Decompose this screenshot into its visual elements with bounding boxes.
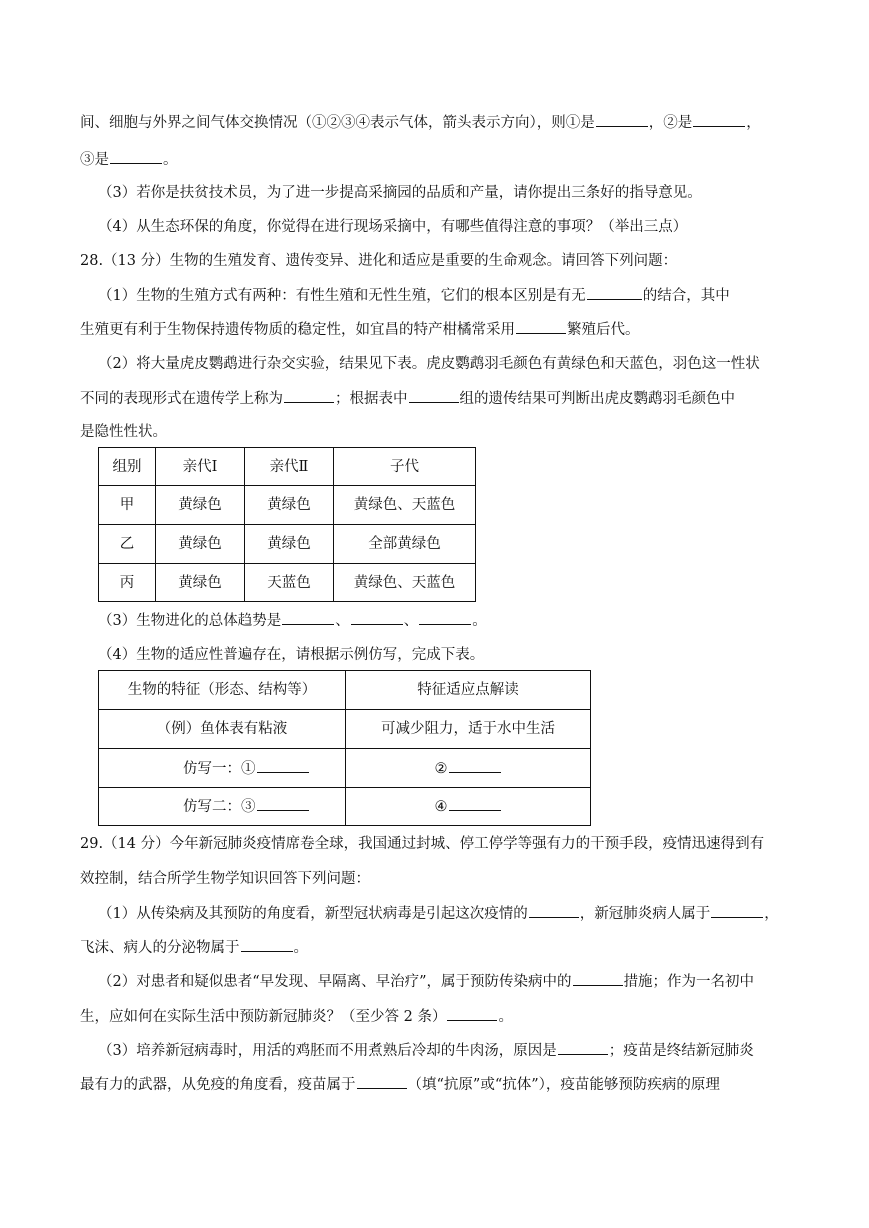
table-cell: 黄绿色 — [156, 564, 245, 602]
text-segment: ③是 — [80, 152, 109, 168]
fill-label: ④ — [434, 799, 448, 815]
text-segment: 、 — [335, 613, 350, 629]
table-header-cell: 亲代Ⅰ — [156, 448, 245, 486]
text-line — [80, 1006, 513, 1027]
text-segment: 飞沫、病人的分泌物属于 — [80, 940, 240, 956]
table-header-cell: 子代 — [334, 448, 476, 486]
table-header-cell: 组别 — [99, 448, 156, 486]
text-segment: 生，应如何在实际生活中预防新冠肺炎？（至少答 2 条） — [80, 1009, 447, 1025]
question-text: 是隐性性状。 — [80, 424, 167, 440]
text-segment: ；疫苗是终结新冠肺炎 — [608, 1043, 754, 1059]
answer-blank[interactable] — [357, 1074, 407, 1089]
answer-blank[interactable] — [449, 796, 501, 811]
cross-experiment-table — [98, 447, 476, 602]
answer-blank[interactable] — [351, 610, 403, 625]
answer-blank[interactable] — [419, 610, 471, 625]
text-segment: ， — [764, 906, 779, 922]
text-segment: 间、细胞与外界之间气体交换情况（①②③④表示气体，箭头表示方向），则①是 — [80, 115, 595, 131]
text-line — [80, 937, 308, 958]
answer-blank[interactable] — [284, 388, 334, 403]
table-cell: 丙 — [99, 564, 156, 602]
answer-blank[interactable] — [409, 388, 459, 403]
text-line — [80, 1074, 720, 1095]
answer-blank[interactable] — [516, 319, 566, 334]
table-cell — [99, 749, 346, 788]
answer-blank[interactable] — [573, 971, 623, 986]
table-cell: 黄绿色、天蓝色 — [334, 564, 476, 602]
text-line — [98, 971, 754, 992]
table-cell — [346, 749, 591, 788]
text-line — [98, 285, 730, 306]
table-header-row — [99, 671, 591, 710]
text-segment: ，新冠肺炎病人属于 — [579, 906, 711, 922]
text-segment: （1）从传染病及其预防的角度看，新型冠状病毒是引起这次疫情的 — [98, 906, 528, 922]
table-cell: 全部黄绿色 — [334, 525, 476, 564]
table-row — [99, 749, 591, 788]
text-segment: （1）生物的生殖方式有两种：有性生殖和无性生殖，它们的根本区别是有无 — [98, 288, 586, 304]
answer-blank[interactable] — [693, 112, 745, 127]
text-segment: ；根据表中 — [335, 391, 408, 407]
table-cell: 天蓝色 — [245, 564, 334, 602]
answer-blank[interactable] — [558, 1040, 608, 1055]
table-cell: 黄绿色 — [245, 486, 334, 525]
text-segment: 措施；作为一名初中 — [623, 974, 755, 990]
text-segment: 。 — [293, 940, 308, 956]
question-heading: 29.（14 分）今年新冠肺炎疫情席卷全球，我国通过封城、停工停学等强有力的干预手段，疫情迅速得到有 — [80, 836, 765, 852]
answer-blank[interactable] — [241, 937, 293, 952]
question-heading: 28.（13 分）生物的生殖发育、遗传变异、进化和适应是重要的生命观念。请回答下列问题： — [80, 253, 678, 269]
table-header-row — [99, 448, 476, 486]
text-segment: 。 — [163, 152, 178, 168]
table-cell: （例）鱼体表有粘液 — [99, 710, 346, 749]
text-segment: 生殖更有利于生物保持遗传物质的稳定性，如宜昌的特产柑橘常采用 — [80, 322, 515, 338]
text-segment: （填“抗原”或“抗体”），疫苗能够预防疾病的原理 — [407, 1077, 720, 1093]
table-cell: 黄绿色 — [156, 486, 245, 525]
answer-blank[interactable] — [587, 285, 642, 300]
text-segment: 最有力的武器，从免疫的角度看，疫苗属于 — [80, 1077, 356, 1093]
text-segment: （3）培养新冠病毒时，用活的鸡胚而不用煮熟后冷却的牛肉汤，原因是 — [98, 1043, 557, 1059]
table-row — [99, 710, 591, 749]
table-header-cell: 生物的特征（形态、结构等） — [99, 671, 346, 710]
text-segment: （3）生物进化的总体趋势是 — [98, 613, 282, 629]
adaptation-table — [98, 670, 591, 826]
question-text: （4）从生态环保的角度，你觉得在进行现场采摘中，有哪些值得注意的事项？（举出三点） — [98, 219, 688, 235]
text-line — [98, 1040, 754, 1061]
fill-label: 仿写二：③ — [183, 799, 256, 815]
table-cell — [346, 788, 591, 826]
table-cell: 可减少阻力，适于水中生活 — [346, 710, 591, 749]
text-segment: ， — [746, 115, 761, 131]
answer-blank[interactable] — [110, 149, 162, 164]
table-row — [99, 525, 476, 564]
table-cell — [99, 788, 346, 826]
table-header-cell: 特征适应点解读 — [346, 671, 591, 710]
text-line — [80, 149, 178, 170]
table-row — [99, 788, 591, 826]
text-segment: 。 — [498, 1009, 513, 1025]
table-cell: 黄绿色 — [245, 525, 334, 564]
question-text: （4）生物的适应性普遍存在，请根据示例仿写，完成下表。 — [98, 647, 485, 663]
text-line — [80, 388, 735, 409]
question-text: （2）将大量虎皮鹦鹉进行杂交实验，结果见下表。虎皮鹦鹉羽毛颜色有黄绿色和天蓝色，羽色这一性状 — [98, 356, 760, 372]
text-segment: （2）对患者和疑似患者“早发现、早隔离、早治疗”，属于预防传染病中的 — [98, 974, 572, 990]
question-text: （3）若你是扶贫技术员，为了进一步提高采摘园的品质和产量，请你提出三条好的指导意见。 — [98, 185, 702, 201]
text-segment: 不同的表现形式在遗传学上称为 — [80, 391, 283, 407]
text-line — [98, 610, 487, 631]
text-line — [80, 319, 640, 340]
table-cell: 乙 — [99, 525, 156, 564]
text-segment: ，②是 — [648, 115, 693, 131]
table-cell: 甲 — [99, 486, 156, 525]
table-cell: 黄绿色、天蓝色 — [334, 486, 476, 525]
answer-blank[interactable] — [257, 796, 309, 811]
text-segment: 繁殖后代。 — [567, 322, 640, 338]
text-line — [98, 903, 779, 924]
text-segment: 。 — [472, 613, 487, 629]
text-line — [80, 112, 761, 133]
fill-label: 仿写一：① — [183, 760, 256, 777]
table-row — [99, 564, 476, 602]
answer-blank[interactable] — [447, 1006, 497, 1021]
answer-blank[interactable] — [596, 112, 648, 127]
answer-blank[interactable] — [257, 758, 309, 773]
fill-label: ② — [434, 760, 448, 777]
answer-blank[interactable] — [282, 610, 334, 625]
table-cell: 黄绿色 — [156, 525, 245, 564]
text-segment: 、 — [403, 613, 419, 629]
question-text: 效控制，结合所学生物学知识回答下列问题： — [80, 871, 370, 887]
text-segment: 组的遗传结果可判断出虎皮鹦鹉羽毛颜色中 — [459, 391, 735, 407]
answer-blank[interactable] — [711, 903, 763, 918]
table-header-cell: 亲代Ⅱ — [245, 448, 334, 486]
table-row — [99, 486, 476, 525]
answer-blank[interactable] — [529, 903, 579, 918]
answer-blank[interactable] — [449, 758, 501, 773]
text-segment: 的结合，其中 — [642, 288, 730, 304]
